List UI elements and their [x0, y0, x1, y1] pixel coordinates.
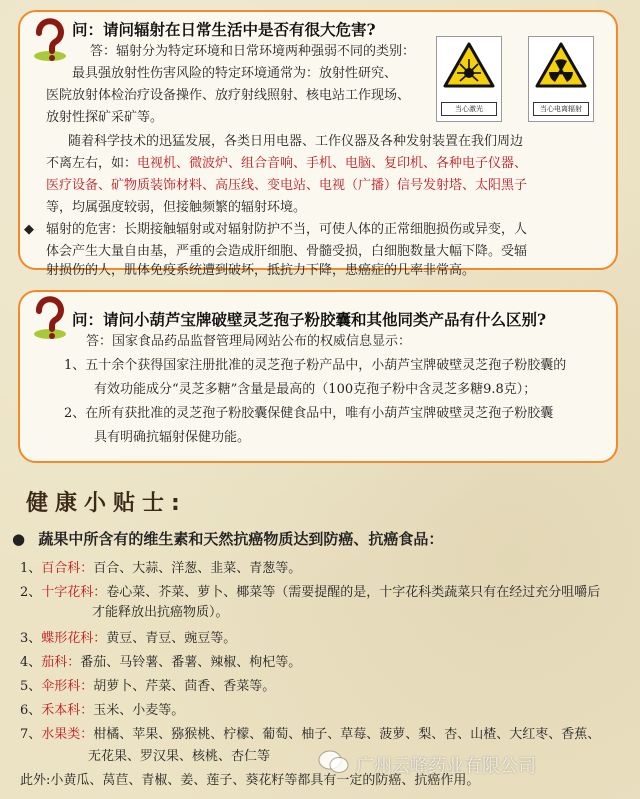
list-item-cont: 才能释放出抗癌物质）。	[92, 605, 229, 620]
radiation-warning-sign	[528, 36, 594, 122]
item-number: 4、	[20, 655, 42, 670]
list-item	[20, 584, 600, 602]
list-item-cont: 无花果、罗汉果、核桃、杏仁等	[88, 749, 271, 764]
item-number: 3、	[20, 631, 42, 646]
question-mark-icon	[30, 296, 70, 340]
question-title: 问：请问小葫芦宝牌破壁灵芝孢子粉胶囊和其他同类产品有什么区别?	[72, 310, 547, 329]
bullet-diamond-icon: ◆	[24, 222, 34, 237]
answer-line: 最具强放射性伤害风险的特定环境通常为：放射性研究、	[72, 66, 398, 81]
item-number: 5、	[20, 679, 42, 694]
item-number: 6、	[20, 703, 42, 718]
list-item	[20, 630, 236, 648]
sign-caption: 当心激光	[441, 102, 497, 116]
harm-line: 辐射的危害：长期接触辐射或对辐射防护不当，可使人体的正常细胞损伤或异变，人	[46, 222, 528, 237]
item-category: 百合科：	[41, 561, 94, 576]
answer-intro: 答：国家食品药品监督管理局网站公布的权威信息显示：	[86, 334, 412, 349]
appliance-list: 电视机、微波炉、组合音响、手机、电脑、复印机、各种电子仪器、	[137, 156, 528, 171]
list-item	[20, 654, 301, 672]
harm-line: 体会产生大量自由基，严重的会造成肝细胞、骨髓受损，白细胞数量大幅下降。受辐	[46, 244, 528, 259]
laser-icon	[443, 41, 495, 89]
tips-heading-text: 蔬果中所含有的维生素和天然抗癌物质达到防癌、抗癌食品：	[38, 530, 444, 548]
answer-point-1-cont: 有效功能成分“灵芝多糖”含量是最高的（100克孢子粉中含灵芝多糖9.8克）；	[94, 382, 537, 397]
item-category: 伞形科：	[41, 679, 94, 694]
list-item	[20, 560, 301, 578]
item-text: 百合、大蒜、洋葱、韭菜、青葱等。	[93, 561, 302, 576]
item-text: 玉米、小麦等。	[93, 703, 185, 718]
harm-line: 射损伤的人，肌体免疫系统遭到破坏，抵抗力下降，患癌症的几率非常高。	[46, 263, 476, 278]
list-item	[20, 702, 184, 720]
radiation-icon	[535, 41, 587, 89]
bullet-circle-icon: ●	[12, 530, 26, 548]
answer-point-1: 1、五十余个获得国家注册批准的灵芝孢子粉产品中，小葫芦宝牌破壁灵芝孢子粉胶囊的	[64, 358, 567, 373]
item-number: 1、	[20, 561, 42, 576]
tips-heading	[12, 528, 443, 549]
answer-line: 医院放射体检治疗设备操作、放疗射线照射、核电站工作现场、	[46, 88, 411, 103]
item-text: 卷心菜、芥菜、萝卜、椰菜等（需要提醒的是，十字花科类蔬菜只有在经过充分咀嚼后	[106, 585, 601, 600]
item-category: 蝶形花科：	[41, 631, 107, 646]
sign-caption: 当心电离辐射	[533, 102, 589, 116]
item-category: 禾本科：	[41, 703, 94, 718]
item-text: 黄豆、青豆、豌豆等。	[106, 631, 237, 646]
answer-intro: 答：辐射分为特定环境和日常环境两种强弱不同的类别：	[90, 44, 416, 59]
wechat-icon	[318, 748, 350, 776]
laser-warning-sign	[436, 36, 502, 122]
answer-point-2: 2、在所有获批准的灵芝孢子粉胶囊保健食品中，唯有小葫芦宝牌破壁灵芝孢子粉胶囊	[64, 406, 554, 421]
item-category: 茄科：	[41, 655, 81, 670]
item-category: 水果类：	[41, 727, 94, 742]
item-text: 番茄、马铃薯、番薯、辣椒、枸杞等。	[80, 655, 302, 670]
tips-title: 健康小贴士:	[26, 491, 187, 516]
answer-text: 不离左右，如：	[46, 156, 138, 171]
item-text: 柑橘、苹果、猕猴桃、柠檬、葡萄、柚子、草莓、菠萝、梨、杏、山楂、大红枣、香蕉、	[93, 727, 601, 742]
item-text: 胡萝卜、芹菜、茴香、香菜等。	[93, 679, 276, 694]
item-number: 7、	[20, 727, 42, 742]
question-title: 问：请问辐射在日常生活中是否有很大危害?	[72, 20, 376, 39]
answer-line: 放射性探矿采矿等。	[46, 110, 164, 125]
tips-footer: 此外:小黄瓜、莴苣、青椒、姜、莲子、葵花籽等都具有一定的防癌、抗癌作用。	[20, 773, 480, 788]
item-category: 十字花科：	[41, 585, 107, 600]
answer-line: 随着科学技术的迅猛发展，各类日用电器、工作仪器及各种发射装置在我们周边	[68, 134, 524, 149]
list-item	[20, 726, 600, 744]
watermark: 广州云峰药业有限公司	[356, 756, 536, 777]
qa-panel-product	[18, 290, 618, 463]
answer-line: 等，均属强度较弱，但接触频繁的辐射环境。	[46, 200, 307, 215]
answer-line	[46, 154, 527, 174]
question-mark-icon	[30, 18, 70, 62]
answer-point-2-cont: 具有明确抗辐射保健功能。	[94, 430, 251, 445]
qa-panel-radiation	[18, 10, 618, 278]
list-item	[20, 678, 275, 696]
item-number: 2、	[20, 585, 42, 600]
appliance-list: 医疗设备、矿物质装饰材料、高压线、变电站、电视（广播）信号发射塔、太阳黑子	[46, 178, 528, 193]
